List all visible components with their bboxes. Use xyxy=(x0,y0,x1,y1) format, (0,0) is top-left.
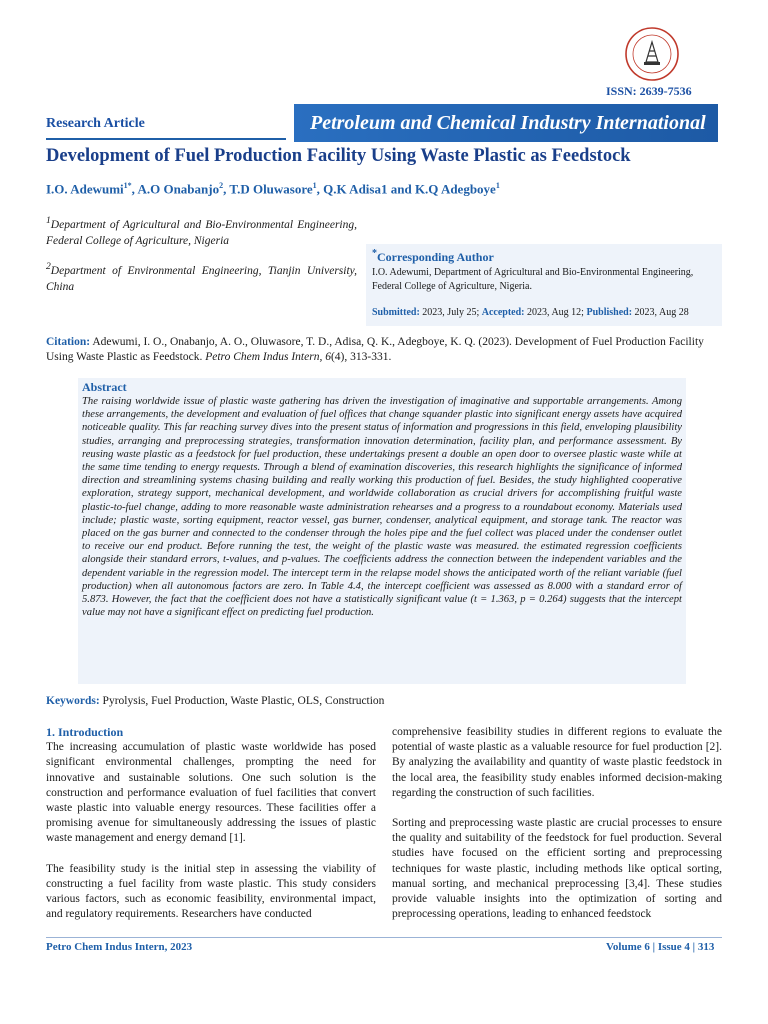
corresponding-author-text: I.O. Adewumi, Department of Agricultural and Bio-Environmental Engineering, Federal College of Agriculture, Nigeria. xyxy=(372,267,694,292)
article-title: Development of Fuel Production Facility Using Waste Plastic as Feedstock xyxy=(46,146,631,166)
author-name: T.D Oluwasore xyxy=(229,181,313,197)
affiliation-2 xyxy=(46,259,357,295)
published-label: Published: xyxy=(586,307,633,318)
author-affiliation-mark: 1 xyxy=(312,181,317,190)
accepted-date: 2023, Aug 12; xyxy=(527,307,584,318)
author-list: I.O. Adewumi$^{1*}$, A.O Onabanjo$^2$, T.D Oluwasore$^1$, Q.K Adisa1 and K.Q Adegboye$^1$ xyxy=(46,181,500,197)
journal-seal-logo xyxy=(624,26,680,82)
author-name: I.O. Adewumi xyxy=(46,181,124,197)
keywords-line xyxy=(46,695,384,707)
affiliation-mark: 2 xyxy=(46,261,51,272)
corresponding-head-text: Corresponding Author xyxy=(377,250,494,264)
journal-name-banner: Petroleum and Chemical Industry International xyxy=(294,104,718,142)
affiliation-text: Department of Environmental Engineering, Tianjin University, China xyxy=(46,264,357,293)
author-affiliation-mark: 2 xyxy=(219,181,224,190)
footer-journal: Petro Chem Indus Intern, 2023 xyxy=(46,941,193,953)
corresponding-author-box xyxy=(366,244,722,326)
body-paragraph: The feasibility study is the initial step in assessing the viability of constructing a fuel facility from waste plastic. This study considers various factors, such as economic feasibility, environmental impact, and regulatory requirements. Researchers have conducted xyxy=(46,862,376,921)
footer-page-info: Volume 6 | Issue 4 | 313 xyxy=(606,941,715,953)
submitted-label: Submitted: xyxy=(372,307,420,318)
author-name: A.O Onabanjo xyxy=(137,181,220,197)
citation-journal: Petro Chem Indus Intern, 6 xyxy=(205,350,331,363)
citation-label: Citation: xyxy=(46,336,91,348)
keywords-label: Keywords: xyxy=(46,695,100,707)
citation-text: Adewumi, I. O., Onabanjo, A. O., Oluwasore, T. D., Adisa, Q. K., Adegboye, K. Q. (2023). Development of Fuel Production Facility Using Waste Plastic as Feedstock. xyxy=(46,336,704,363)
body-column-right xyxy=(392,725,722,937)
body-paragraph: The increasing accumulation of plastic waste worldwide has posed significant environmental challenges, prompting the need for innovative and sustainable solutions. One such solution is the construction and performance evaluation of fuel facilities that convert waste plastic into valuable energy resources. These facilities offer a promising avenue for simultaneously addressing the issues of plastic waste management and energy demand [1]. xyxy=(46,741,376,845)
author-affiliation-mark: 1* xyxy=(123,181,132,190)
citation-block xyxy=(46,335,722,364)
banner-divider xyxy=(46,138,286,140)
accepted-label: Accepted: xyxy=(481,307,525,318)
body-column-left xyxy=(46,725,376,937)
body-paragraph: Sorting and preprocessing waste plastic are crucial processes to ensure the quality and suitability of the feedstock for fuel production. Several studies have focused on the efficient sorting and preprocessing techniques for waste plastic, including methods like optical sorting, manual sorting, and mechanical preprocessing [3,4]. These studies provide valuable insights into the optimization of sorting and preprocessing operations, leading to enhanced feedstock xyxy=(392,817,722,921)
body-paragraph: comprehensive feasibility studies in different regions to evaluate the potential of waste plastic as a valuable resource for fuel production [2]. By analyzing the availability and quantity of waste plastic feedstock in the local area, the feasibility study enables informed decision-making regarding the construction of such facilities. xyxy=(392,726,722,799)
author-name: K.Q Adegboye xyxy=(414,181,496,197)
issn-label: ISSN: 2639-7536 xyxy=(606,84,692,98)
author-name: Q.K Adisa1 xyxy=(323,181,388,197)
published-date: 2023, Aug 28 xyxy=(634,307,689,318)
corresponding-author-heading xyxy=(372,248,716,265)
affiliation-mark: 1 xyxy=(46,215,51,226)
abstract-heading: Abstract xyxy=(82,380,127,394)
author-affiliation-mark: 1 xyxy=(495,181,500,190)
section-heading-introduction: 1. Introduction xyxy=(46,725,124,739)
affiliation-1 xyxy=(46,213,357,249)
keywords-text: Pyrolysis, Fuel Production, Waste Plastic, OLS, Construction xyxy=(102,695,385,707)
abstract-box xyxy=(78,378,686,684)
footer-divider xyxy=(46,937,722,938)
publication-dates xyxy=(372,306,716,320)
citation-pages: (4), 313-331. xyxy=(330,350,392,363)
abstract-text: The raising worldwide issue of plastic waste gathering has driven the investigation of imaginative and supportable arrangements. Among these arrangements, the development and evaluation of fuel offices that change squander plastic into significant energy assets have acquired noticeable quality. This far reaching survey dives into the present status of information and progressions in this field, enveloping plausibility studies, arranging and preprocessing strategies, transformation innovation determination, facility plan, and performance assessment. By reusing waste plastic as a feedstock for fuel production, these undertakings present a double an open door to oversee plastic waste while at the same time tending to energy requests. Through a blend of examination discoveries, this research highlights the significance of informed direction and streamlining systems chasing building and really working this production of fuel. Besides, the study highlighted cooperative exploration, strategy support, mechanical development, and worldwide collaboration as crucial drivers for accomplishing fruitful waste plastic-to-fuel change, adding to more reasonable waste administration rehearses and a progress to a roundabout economy. Materials used include; plastic waste, sorting equipment, reactor vessel, gas burner, condenser, analytical equipment, and storage tank. The reactor was placed on the gas burner and connected to the condenser through the holes pipe and the fuel collect was placed under the condenser outlet to receive our end product. Before running the test, the weight of the plastic waste was measured. the estimated regression coefficients alongside their standard errors, t-values, and p-values. The coefficients address the connection between the independent variables and the dependent variable in the regression model. The intercept term in the relapse model shows the anticipated worth of the reliant variable (fuel production) when all autonomous factors are zero. In Table 4.4, the intercept coefficient was assessed as 8.000 with a standard error of 5.873. However, the fact that the coefficient does not have a statistically significant value (t = 1.363, p = 0.264) suggests that the intercept value may not have a significant effect on predicting fuel production. xyxy=(82,396,682,619)
submitted-date: 2023, July 25; xyxy=(422,307,480,318)
corresponding-mark: * xyxy=(372,248,377,259)
article-type-label: Research Article xyxy=(46,116,145,131)
affiliation-text: Department of Agricultural and Bio-Environmental Engineering, Federal College of Agriculture, Nigeria xyxy=(46,218,357,247)
